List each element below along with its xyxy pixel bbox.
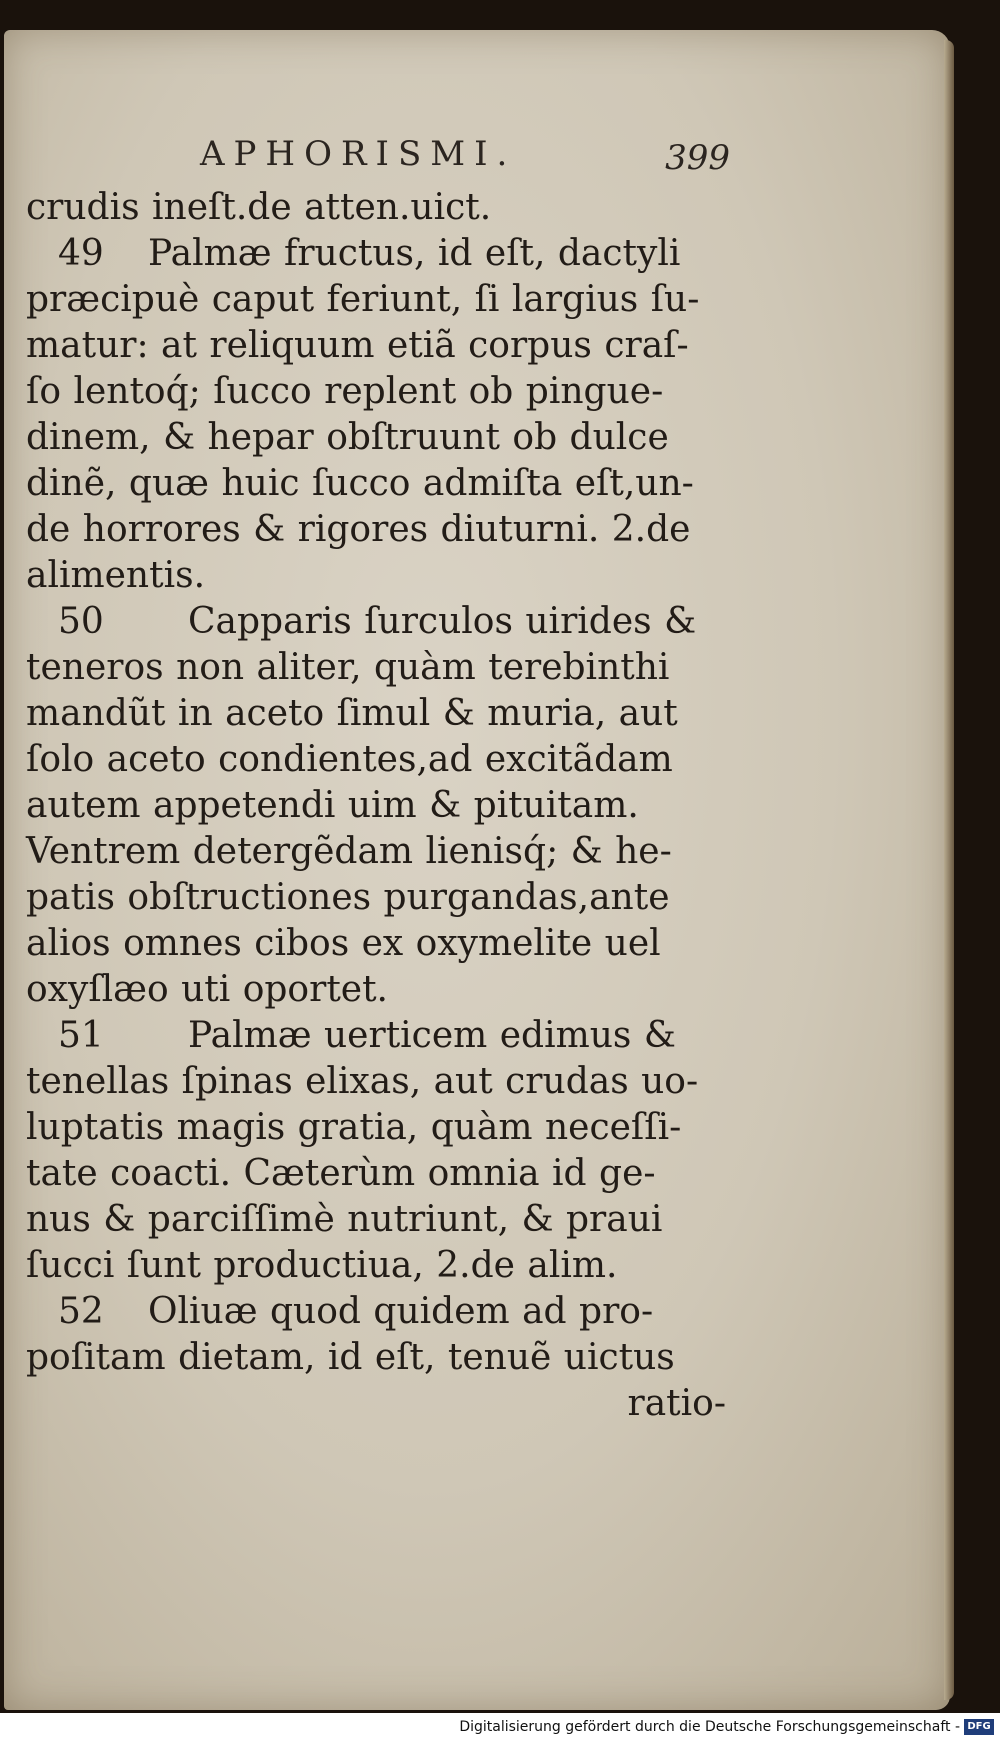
aphorism-51-start: 51 Palmæ uerticem edimus &: [26, 1013, 726, 1059]
aphorism-49-start: 49 Palmæ fructus, id eſt, dactyli: [26, 231, 726, 277]
text-line: oxyſlæo uti oportet.: [26, 969, 388, 1010]
text-line: dinẽ, quæ huic ſucco admiſta eſt,un-: [26, 463, 694, 504]
dfg-logo: DFG: [964, 1719, 994, 1735]
text-line: patis obſtructiones purgandas,ante: [26, 877, 670, 918]
text-line: nus & parciſſimè nutriunt, & praui: [26, 1199, 663, 1240]
text-line: mandũt in aceto ſimul & muria, aut: [26, 693, 678, 734]
text-line: crudis ineſt.de atten.uict.: [26, 187, 492, 228]
text-line: alios omnes cibos ex oxymelite uel: [26, 923, 661, 964]
aphorism-number: 49: [58, 233, 104, 274]
funding-credit: Digitalisierung gefördert durch die Deutsche Forschungsgemeinschaft -: [459, 1719, 960, 1735]
page-edge: [944, 40, 954, 1700]
aphorism-50-start: 50 Capparis ſurculos uirides &: [26, 599, 726, 645]
page-number: 399: [665, 138, 730, 178]
aphorism-number: 51: [58, 1015, 104, 1056]
text-line: poſitam dietam, id eſt, tenuẽ uictus: [26, 1337, 675, 1378]
text-line: ſolo aceto condientes,ad excitãdam: [26, 739, 673, 780]
text-line: dinem, & hepar obſtruunt ob dulce: [26, 417, 669, 458]
text-line: ſo lentoq́; ſucco replent ob pingue-: [26, 371, 664, 412]
text-line: autem appetendi uim & pituitam.: [26, 785, 639, 826]
text-line: ſucci ſunt productiua, 2.de alim.: [26, 1245, 618, 1286]
text-line: de horrores & rigores diuturni. 2.de: [26, 509, 691, 550]
text-line: præcipuè caput feriunt, ſi largius ſu-: [26, 279, 700, 320]
text-line: matur: at reliquum etiã corpus craſ-: [26, 325, 689, 366]
text-line: teneros non aliter, quàm terebinthi: [26, 647, 670, 688]
digitization-footer: [0, 1713, 1000, 1741]
text-line: Ventrem detergẽdam lienisq́; & he-: [26, 831, 672, 872]
page-header: [190, 134, 750, 184]
catchword: ratio-: [627, 1383, 726, 1424]
text-line: luptatis magis gratia, quàm neceſſi-: [26, 1107, 682, 1148]
text-line: tate coacti. Cæterùm omnia id ge-: [26, 1153, 656, 1194]
text-line: alimentis.: [26, 555, 206, 596]
text-body: [26, 185, 726, 1427]
aphorism-number: 52: [58, 1291, 104, 1332]
aphorism-number: 50: [58, 601, 104, 642]
aphorism-52-start: 52 Oliuæ quod quidem ad pro-: [26, 1289, 726, 1335]
running-head: APHORISMI.: [200, 134, 517, 174]
text-line: tenellas ſpinas elixas, aut crudas uo-: [26, 1061, 699, 1102]
